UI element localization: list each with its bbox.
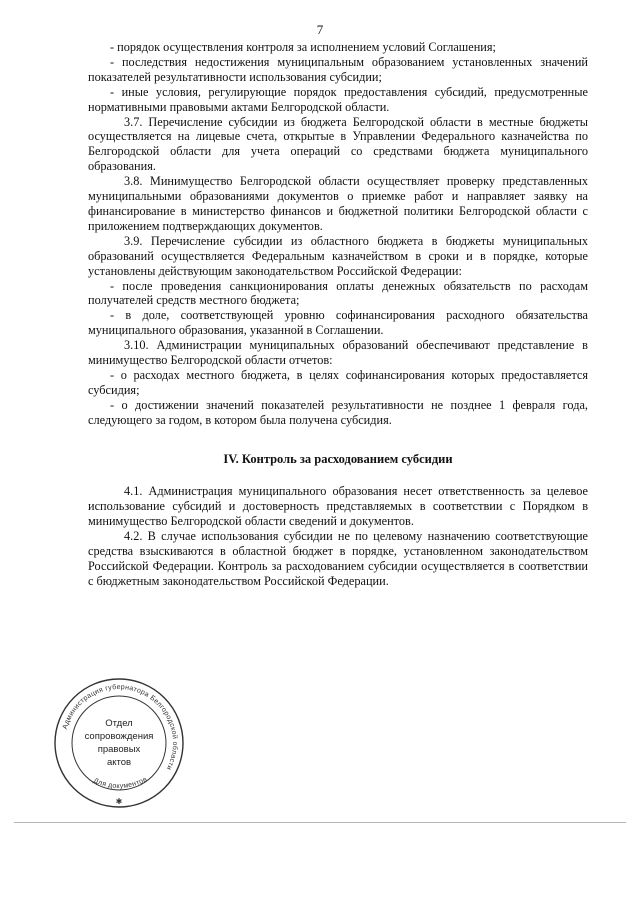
stamp-ring-text: Администрация губернатора Белгородской области [61,683,179,772]
list-item-control-procedure: - порядок осуществления контроля за исполнением условий Соглашения; [110,40,496,54]
document-body [88,40,588,589]
list-item-other-conditions: - иные условия, регулирующие порядок предоставления субсидий, предусмотренные нормативными правовыми актами Белгородской области. [88,84,588,114]
list-item-after-sanction: - после проведения санкционирования оплаты денежных обязательств по расходам получателей средств местного бюджета; [88,278,588,308]
page-number: 7 [316,22,324,37]
list-item-indicators: - о достижении значений показателей результативности не позднее 1 февраля года, следующего за годом, в котором была получена субсидия. [88,397,588,427]
section-heading: IV. Контроль за расходованием субсидии [223,451,453,466]
stamp-line-4: актов [106,757,132,768]
stamp-line-3: правовых [97,744,141,755]
clause-3-10: 3.10. Администрации муниципальных образований обеспечивают представление в минимущество Белгородской области отчетов: [88,338,588,368]
stamp-star-icon: ✱ [115,797,123,806]
list-item-cofinancing-share: - в доле, соответствующей уровню софинансирования расходного обязательства муниципального образования, указанной в Соглашении. [88,308,588,338]
stamp-inner-text: Для документов [92,776,149,791]
clause-4-1: 4.1. Администрация муниципального образования несет ответственность за целевое использование субсидий и достоверность представляемых в соответствии с Порядком в минимущество Белгородской области сведений и документов. [88,484,588,529]
clause-3-7: 3.7. Перечисление субсидии из бюджета Белгородской области в местные бюджеты осуществляется на лицевые счета, открытые в Управлении Федерального казначейства по Белгородской области для учета операций со средствами бюджета муниципального образования. [88,114,588,174]
page-bottom-rule [14,822,626,823]
list-item-local-expenses: - о расходах местного бюджета, в целях софинансирования которых предоставляется субсидия; [88,367,588,397]
stamp-line-1: Отдел [105,718,133,729]
clause-4-2: 4.2. В случае использования субсидии не по целевому назначению соответствующие средства взыскиваются в областной бюджет в порядке, установленном законодательством Российской Федерации. Контроль за расходованием субсидии осуществляется в соответствии с бюджетным законодательством Российской Федерации. [88,529,588,588]
official-stamp [52,676,186,810]
stamp-line-2: сопровождения [84,731,154,742]
clause-3-9: 3.9. Перечисление субсидии из областного бюджета в бюджеты муниципальных образований осуществляется Федеральным казначейством в сроки и в порядке, которые установлены действующим законодательством Российской Федерации: [88,233,588,278]
list-item-consequences: - последствия недостижения муниципальным образованием установленных значений показателей результативности использования субсидии; [88,54,588,84]
clause-3-8: 3.8. Минимущество Белгородской области осуществляет проверку представленных муниципальными образованиями документов о приемке работ и направляет заявку на финансирование в министерство финансов и бюджетной политики Белгородской области с приложением подтверждающих документов. [88,174,588,233]
